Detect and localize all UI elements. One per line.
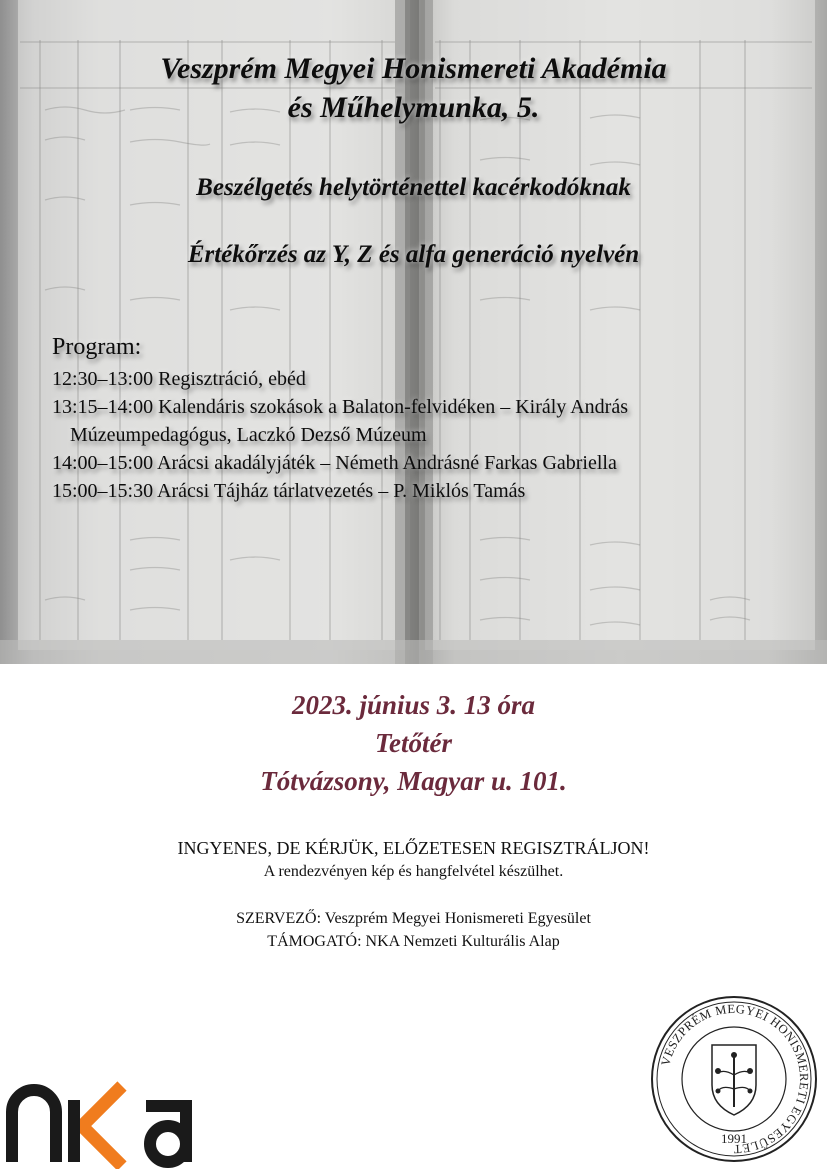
nka-logo-graphic (0, 1040, 215, 1169)
subtitle-2: Értékőrzés az Y, Z és alfa generáció nyelvén (187, 241, 640, 268)
program-time: 15:00–15:30 (52, 480, 154, 502)
sponsor-line: TÁMOGATÓ: NKA Nemzeti Kulturális Alap (267, 933, 560, 950)
program-list (52, 365, 812, 505)
program-time: 12:30–13:00 (52, 368, 154, 390)
event-venue: Tetőtér (375, 728, 452, 758)
program-text: Regisztráció, ebéd (158, 368, 306, 390)
page-title-line-2: és Műhelymunka, 5. (287, 91, 540, 124)
program-item (52, 449, 812, 477)
recording-notice: A rendezvényen kép és hangfelvétel készülhet. (263, 863, 564, 880)
seal-graphic (650, 995, 818, 1163)
program-time: 14:00–15:00 (52, 452, 154, 474)
program-heading: Program: (52, 334, 142, 360)
association-seal (650, 995, 818, 1163)
program-text: Arácsi akadályjáték – Németh Andrásné Farkas Gabriella (157, 452, 617, 474)
program-text: Kalendáris szokások a Balaton-felvidéken – Király András (158, 396, 628, 418)
svg-text:VESZPRÉM MEGYEI HONISMERETI EG: VESZPRÉM MEGYEI HONISMERETI EGYESÜLET (658, 1001, 812, 1157)
organizer-line: SZERVEZŐ: Veszprém Megyei Honismereti Egyesület (236, 910, 591, 927)
svg-text:1991: 1991 (721, 1131, 747, 1146)
page-title-line-1: Veszprém Megyei Honismereti Akadémia (160, 52, 667, 85)
event-date: 2023. június 3. 13 óra (291, 690, 536, 720)
subtitle-1: Beszélgetés helytörténettel kacérkodóknak (196, 174, 631, 201)
program-item (52, 393, 812, 449)
event-address: Tótvázsony, Magyar u. 101. (260, 766, 567, 796)
program-text: Arácsi Tájház tárlatvezetés – P. Miklós Tamás (157, 480, 526, 502)
program-item (52, 365, 812, 393)
registration-notice: INGYENES, DE KÉRJÜK, ELŐZETESEN REGISZTRÁLJON! (177, 838, 650, 858)
nka-logo (0, 1040, 215, 1169)
program-item (52, 477, 812, 505)
program-text-continuation: Múzeumpedagógus, Laczkó Dezső Múzeum (70, 424, 427, 446)
program-time: 13:15–14:00 (52, 396, 154, 418)
